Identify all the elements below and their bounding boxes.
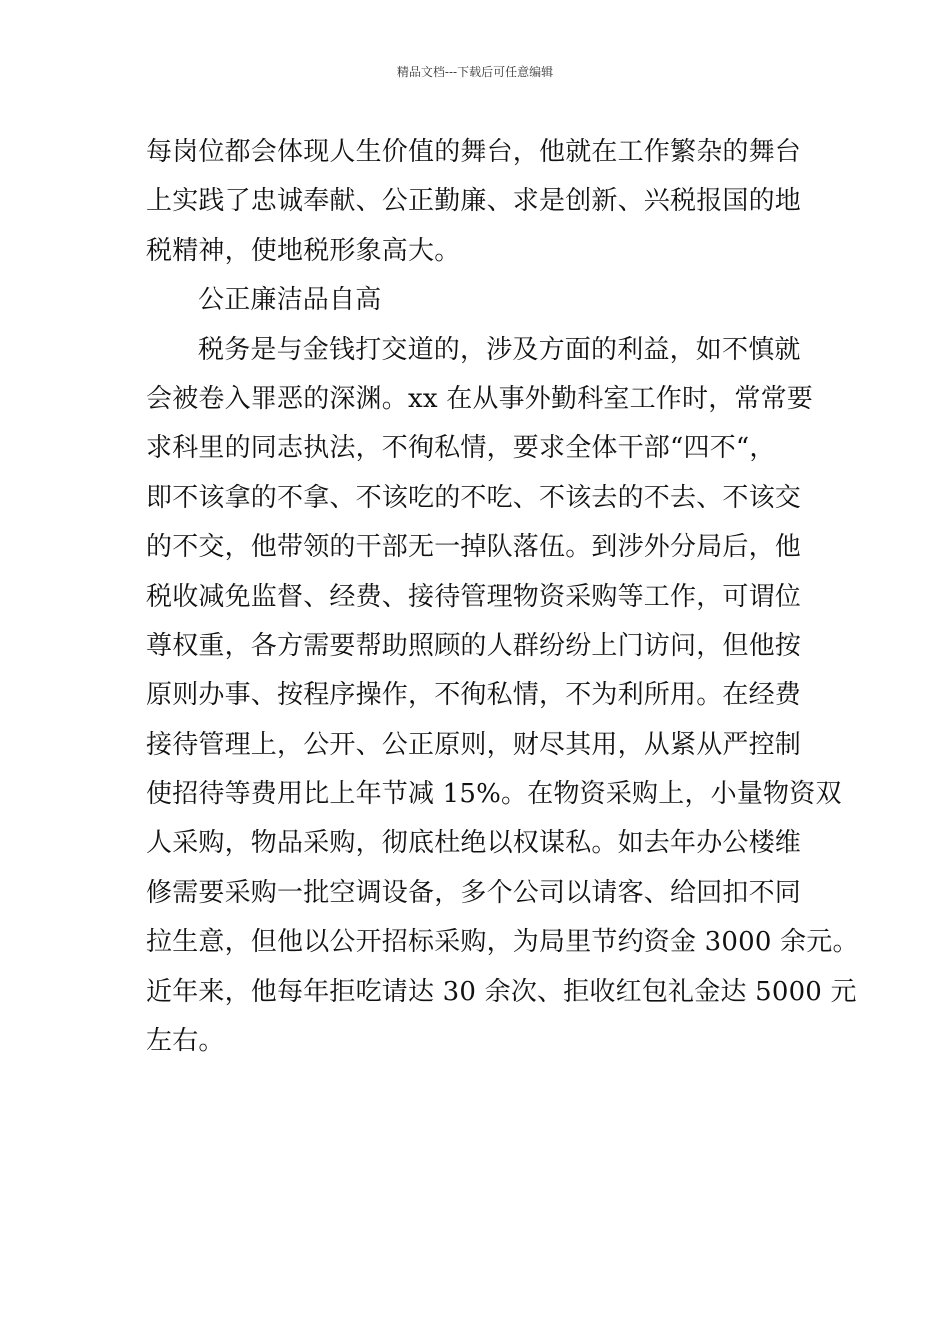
text-line: 使招待等费用比上年节减 15%。在物资采购上，小量物资双 xyxy=(146,779,842,810)
text-line: 会被卷入罪恶的深渊。xx 在从事外勤科室工作时，常常要 xyxy=(146,383,813,414)
text-line: 人采购，物品采购，彻底杜绝以权谋私。如去年办公楼维 xyxy=(146,828,802,859)
text-line: 每岗位都会体现人生价值的舞台，他就在工作繁杂的舞台 xyxy=(146,137,802,167)
text-line: 修需要采购一批空调设备，多个公司以请客、给回扣不同 xyxy=(146,877,802,908)
page-header: 精品文档---下载后可任意编辑 xyxy=(396,65,554,79)
text-line: 左右。 xyxy=(146,1026,225,1057)
text-line: 拉生意，但他以公开招标采购，为局里节约资金 3000 余元。 xyxy=(146,927,859,958)
section-heading: 公正廉洁品自高 xyxy=(198,285,382,316)
text-line: 接待管理上，公开、公正原则，财尽其用，从紧从严控制 xyxy=(146,729,802,760)
text-line: 税收减免监督、经费、接待管理物资采购等工作，可谓位 xyxy=(146,581,802,612)
text-line: 原则办事、按程序操作，不徇私情，不为利所用。在经费 xyxy=(146,680,802,711)
document-body xyxy=(146,128,859,1066)
text-line: 求科里的同志执法，不徇私情，要求全体干部“四不“， xyxy=(146,433,776,464)
text-line: 的不交，他带领的干部无一掉队落伍。到涉外分局后，他 xyxy=(146,532,802,563)
text-line: 税精神，使地税形象高大。 xyxy=(146,235,461,266)
text-line: 尊权重，各方需要帮助照顾的人群纷纷上门访问，但他按 xyxy=(146,630,802,661)
text-line: 上实践了忠诚奉献、公正勤廉、求是创新、兴税报国的地 xyxy=(146,186,802,217)
text-line: 税务是与金钱打交道的，涉及方面的利益，如不慎就 xyxy=(198,334,801,365)
text-line: 即不该拿的不拿、不该吃的不吃、不该去的不去、不该交 xyxy=(146,482,802,513)
text-line: 近年来，他每年拒吃请达 30 余次、拒收红包礼金达 5000 元 xyxy=(146,976,857,1007)
